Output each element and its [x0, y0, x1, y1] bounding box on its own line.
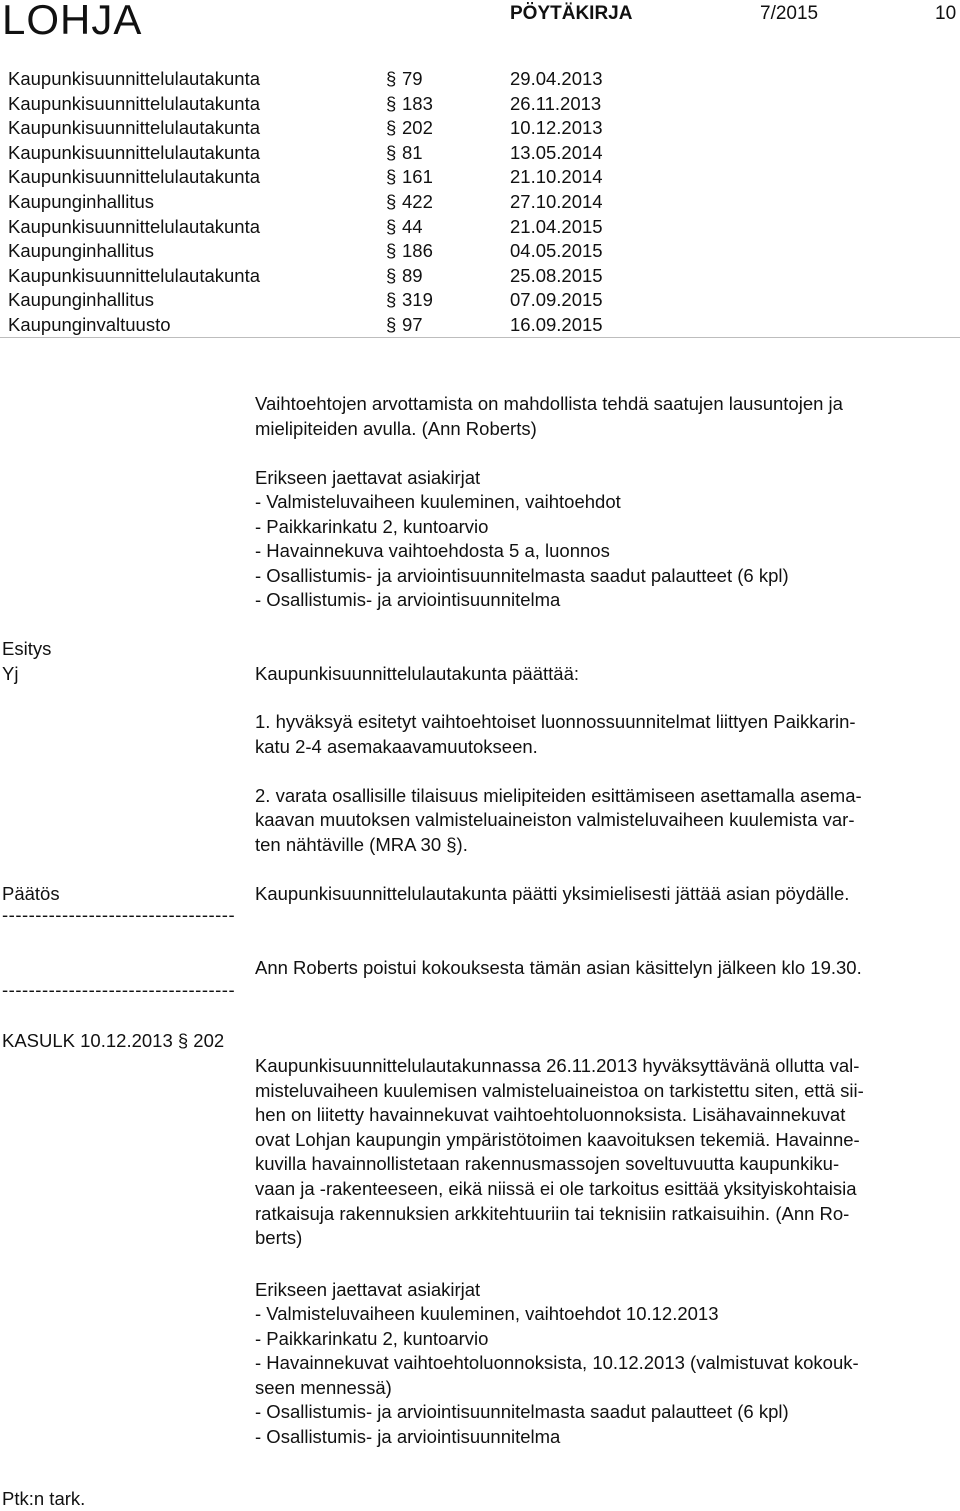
- history-date: 21.04.2015: [510, 215, 603, 237]
- kasulk-attachment-item: - Osallistumis- ja arviointisuunnitelma: [255, 1426, 561, 1447]
- history-date: 16.09.2015: [510, 314, 603, 335]
- kasulk-attachment-item: - Paikkarinkatu 2, kuntoarvio: [255, 1327, 489, 1349]
- section-sign: §: [386, 68, 397, 89]
- history-date: 10.12.2013: [510, 117, 603, 139]
- attachment-item: - Osallistumis- ja arviointisuunnitelmasta saadut palautteet (6 kpl): [255, 565, 789, 586]
- history-number: 89: [402, 264, 423, 286]
- section-sign: §: [386, 141, 397, 163]
- history-number: 97: [402, 314, 423, 335]
- proposal-item-1: katu 2-4 asemakaavamuutokseen.: [255, 736, 538, 757]
- history-divider: [0, 337, 960, 338]
- proposal-item-2: kaavan muutoksen valmisteluaineiston valmisteluvaiheen kuulemista var-: [255, 809, 855, 830]
- section-sign: §: [386, 92, 397, 114]
- history-row: [8, 141, 958, 166]
- kasulk-attachment-item: - Osallistumis- ja arviointisuunnitelmasta saadut palautteet (6 kpl): [255, 1401, 789, 1423]
- kasulk-label: KASULK 10.12.2013 § 202: [2, 1030, 225, 1051]
- history-body: Kaupunkisuunnittelulautakunta: [8, 166, 260, 188]
- history-body: Kaupunginhallitus: [8, 191, 155, 212]
- kasulk-paragraph-line: kuvilla havainnollistetaan rakennusmassojen soveltuvuutta kaupunkiku-: [255, 1153, 840, 1175]
- attachments-title: Erikseen jaettavat asiakirjat: [255, 467, 481, 488]
- history-date: 13.05.2014: [510, 141, 603, 163]
- kasulk-attachments-title: Erikseen jaettavat asiakirjat: [255, 1279, 481, 1300]
- proposal-label: Esitys: [2, 638, 52, 659]
- decision-text: Kaupunkisuunnittelulautakunta päätti yksimielisesti jättää asian pöydälle.: [255, 883, 850, 904]
- history-number: 183: [402, 92, 433, 114]
- doc-type: PÖYTÄKIRJA: [510, 3, 633, 24]
- kasulk-attachment-item: - Valmisteluvaiheen kuuleminen, vaihtoehdot 10.12.2013: [255, 1303, 719, 1324]
- history-body: Kaupunginhallitus: [8, 240, 155, 262]
- section-sign: §: [386, 215, 397, 237]
- section-sign: §: [386, 117, 397, 139]
- history-number: 44: [402, 215, 423, 237]
- issue-number: 7/2015: [760, 3, 819, 24]
- intro-line-1: Vaihtoehtojen arvottamista on mahdollista tehdä saatujen lausuntojen ja: [255, 393, 843, 414]
- history-body: Kaupunkisuunnittelulautakunta: [8, 264, 260, 286]
- attachment-item: - Osallistumis- ja arviointisuunnitelma: [255, 589, 561, 610]
- section-sign: §: [386, 264, 397, 286]
- history-body: Kaupunginvaltuusto: [8, 314, 171, 335]
- history-body: Kaupunginhallitus: [8, 289, 155, 311]
- history-row: [8, 165, 958, 190]
- section-sign: §: [386, 166, 397, 188]
- kasulk-paragraph-line: misteluvaiheen kuulemisen valmisteluaineistoa on tarkistettu siten, että sii-: [255, 1079, 864, 1101]
- history-date: 07.09.2015: [510, 289, 603, 311]
- page-number: 10: [935, 3, 957, 24]
- history-date: 26.11.2013: [510, 92, 602, 114]
- kasulk-attachment-item: - Havainnekuvat vaihtoehtoluonnoksista, 10.12.2013 (valmistuvat kokouk-: [255, 1352, 859, 1374]
- section-sign: §: [386, 191, 397, 212]
- separator-line: -----------------------------------: [2, 979, 236, 1000]
- history-number: 186: [402, 240, 433, 262]
- proposal-heading: Kaupunkisuunnittelulautakunta päättää:: [255, 663, 580, 684]
- history-body: Kaupunkisuunnittelulautakunta: [8, 68, 260, 89]
- attachment-item: - Valmisteluvaiheen kuuleminen, vaihtoehdot: [255, 491, 621, 512]
- history-date: 04.05.2015: [510, 240, 603, 262]
- history-row: [8, 92, 958, 117]
- history-body: Kaupunkisuunnittelulautakunta: [8, 215, 260, 237]
- history-row: [8, 215, 958, 240]
- history-number: 202: [402, 117, 433, 139]
- proposal-item-2: ten nähtäville (MRA 30 §).: [255, 834, 468, 855]
- history-number: 79: [402, 68, 423, 89]
- minutes-checker-label: Ptk:n tark.: [2, 1488, 86, 1509]
- history-body: Kaupunkisuunnittelulautakunta: [8, 92, 260, 114]
- proposal-item-2: 2. varata osallisille tilaisuus mielipiteiden esittämiseen asettamalla asema-: [255, 785, 862, 806]
- history-row: [8, 239, 958, 264]
- history-date: 21.10.2014: [510, 166, 603, 188]
- decision-note: Ann Roberts poistui kokouksesta tämän asian käsittelyn jälkeen klo 19.30.: [255, 957, 862, 978]
- history-date: 27.10.2014: [510, 191, 603, 212]
- intro-line-2: mielipiteiden avulla. (Ann Roberts): [255, 418, 537, 439]
- kasulk-paragraph-line: ovat Lohjan kaupungin ympäristötoimen kaavoituksen tekemiä. Havainne-: [255, 1128, 860, 1150]
- city-logo: LOHJA: [2, 0, 143, 43]
- history-row: [8, 116, 958, 141]
- history-row: [8, 313, 958, 338]
- history-number: 161: [402, 166, 433, 188]
- history-row: [8, 264, 958, 289]
- kasulk-attachment-item: seen mennessä): [255, 1376, 392, 1398]
- history-row: [8, 67, 958, 92]
- separator-line: -----------------------------------: [2, 904, 236, 925]
- history-body: Kaupunkisuunnittelulautakunta: [8, 117, 260, 139]
- history-number: 422: [402, 191, 433, 212]
- history-body: Kaupunkisuunnittelulautakunta: [8, 141, 260, 163]
- history-row: [8, 190, 958, 215]
- section-sign: §: [386, 240, 397, 262]
- history-date: 29.04.2013: [510, 68, 603, 89]
- history-row: [8, 288, 958, 313]
- history-number: 81: [402, 141, 423, 163]
- kasulk-paragraph-line: vaan ja -rakenteeseen, eikä niissä ei ole tarkoitus esittää yksityiskohtaisia: [255, 1178, 857, 1199]
- attachment-item: - Paikkarinkatu 2, kuntoarvio: [255, 516, 489, 537]
- section-sign: §: [386, 289, 397, 311]
- history-date: 25.08.2015: [510, 264, 603, 286]
- kasulk-paragraph-line: ratkaisuja rakennuksien arkkitehtuuriin tai teknisiin ratkaisuihin. (Ann Ro-: [255, 1202, 850, 1224]
- presenter-label: Yj: [2, 663, 19, 684]
- attachment-item: - Havainnekuva vaihtoehdosta 5 a, luonnos: [255, 540, 610, 561]
- section-sign: §: [386, 314, 397, 335]
- decision-label: Päätös: [2, 883, 60, 904]
- kasulk-paragraph-line: Kaupunkisuunnittelulautakunnassa 26.11.2013 hyväksyttävänä ollutta val-: [255, 1055, 860, 1076]
- proposal-item-1: 1. hyväksyä esitetyt vaihtoehtoiset luonnossuunnitelmat liittyen Paikkarin-: [255, 711, 856, 732]
- kasulk-paragraph-line: hen on liitetty havainnekuvat vaihtoehtoluonnoksista. Lisähavainnekuvat: [255, 1104, 846, 1126]
- history-number: 319: [402, 289, 433, 311]
- kasulk-paragraph-line: berts): [255, 1227, 303, 1249]
